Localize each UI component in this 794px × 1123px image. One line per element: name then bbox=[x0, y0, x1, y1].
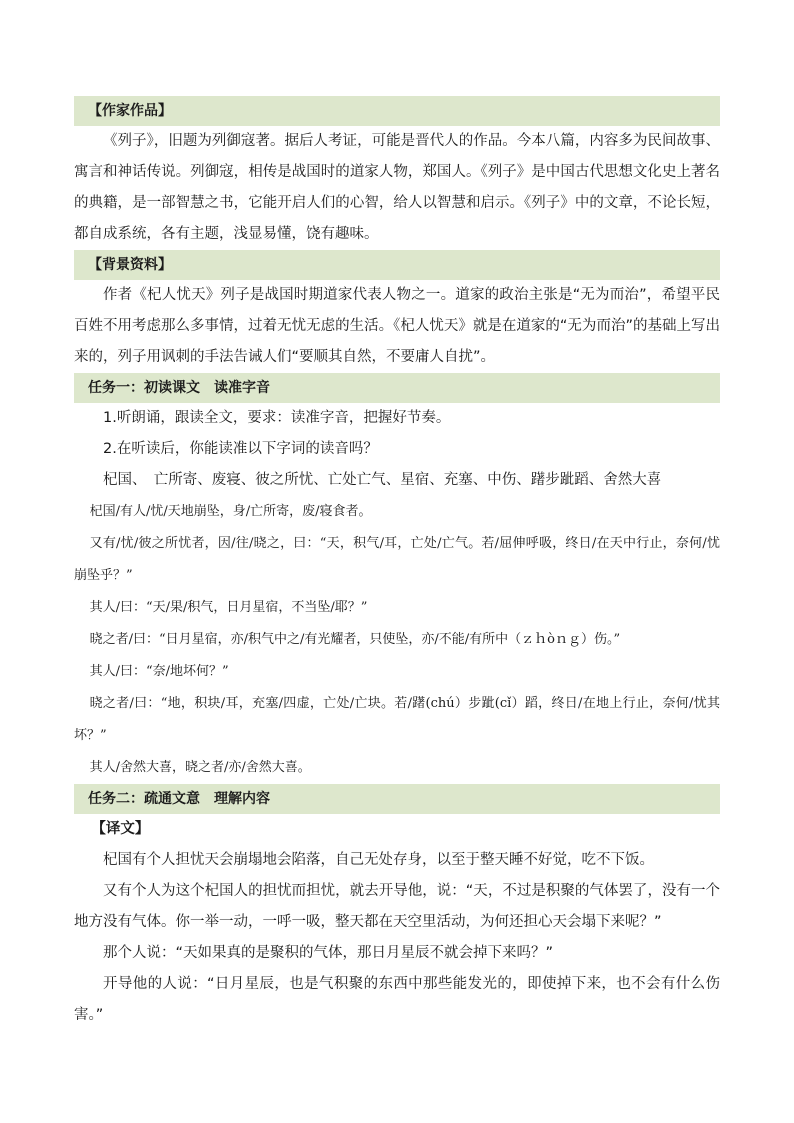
section-heading-author: 【作家作品】 bbox=[74, 96, 720, 126]
reading-line-2: 又有/忧/彼之所忧者，因/往/晓之，曰：“天，积气/耳，亡处/亡气。若/屈伸呼吸，终日/在天中行止，奈何/忧崩坠乎？” bbox=[74, 536, 720, 583]
reading-line-3: 其人/曰：“天/果/积气，日月星宿，不当坠/耶？” bbox=[89, 600, 368, 615]
reading-line-5: 其人/曰：“奈/地坏何？” bbox=[89, 664, 229, 679]
reading-line-7: 其人/舍然大喜，晓之者/亦/舍然大喜。 bbox=[89, 760, 311, 775]
translation-label: 【译文】 bbox=[91, 821, 150, 837]
section-heading-task1: 任务一：初读课文 读准字音 bbox=[74, 373, 720, 403]
section-heading-background: 【背景资料】 bbox=[74, 250, 720, 280]
section-heading-task2: 任务二：疏通文意 理解内容 bbox=[74, 784, 720, 814]
task1-item2: 2.在听读后，你能读准以下字词的读音吗？ bbox=[103, 441, 378, 457]
task1-item1: 1.听朗诵，跟读全文，要求：读准字音，把握好节奏。 bbox=[103, 410, 451, 426]
document-content bbox=[74, 96, 720, 1031]
translation-paragraph-4: 开导他的人说：“日月星辰，也是气积聚的东西中那些能发光的，即使掉下来，也不会有什么伤害。” bbox=[74, 976, 720, 1023]
reading-line-4: 晓之者/曰：“日月星宿，亦/积气中之/有光耀者，只使坠，亦/不能/有所中（ｚｈòｎｇ）伤。” bbox=[89, 632, 621, 647]
background-paragraph: 作者《杞人忧天》列子是战国时期道家代表人物之一。道家的政治主张是“无为而治”，希望平民百姓不用考虑那么多事情，过着无忧无虑的生活。《杞人忧天》就是在道家的“无为而治”的基础上写出来的，列子用讽刺的手法告诫人们“要顺其自然，不要庸人自扰”。 bbox=[74, 287, 720, 365]
task1-words: 杞国、 亡所寄、废寝、彼之所忧、亡处亡气、星宿、充塞、中伤、躇步跐蹈、舍然大喜 bbox=[103, 472, 662, 488]
author-paragraph: 《列子》，旧题为列御寇著。据后人考证，可能是晋代人的作品。今本八篇，内容多为民间故事、寓言和神话传说。列御寇，相传是战国时的道家人物，郑国人。《列子》是中国古代思想文化史上著名的典籍，是一部智慧之书，它能开启人们的心智，给人以智慧和启示。《列子》中的文章，不论长短，都自成系统，各有主题，浅显易懂，饶有趣味。 bbox=[74, 133, 720, 242]
translation-paragraph-1: 杞国有个人担忧天会崩塌地会陷落，自己无处存身，以至于整天睡不好觉，吃不下饭。 bbox=[103, 852, 654, 868]
reading-line-6: 晓之者/曰：“地，积块/耳，充塞/四虚，亡处/亡块。若/躇(chú）步跐(cǐ）蹈，终日/在地上行止，奈何/忧其坏？” bbox=[74, 696, 720, 743]
translation-paragraph-3: 那个人说：“天如果真的是聚积的气体，那日月星辰不就会掉下来吗？” bbox=[103, 945, 554, 961]
reading-line-1: 杞国/有人/忧/天地崩坠，身/亡所寄，废/寝食者。 bbox=[89, 504, 372, 519]
translation-paragraph-2: 又有个人为这个杞国人的担忧而担忧，就去开导他，说：“天，不过是积聚的气体罢了，没有一个地方没有气体。你一举一动，一呼一吸，整天都在天空里活动，为何还担心天会塌下来呢？” bbox=[74, 883, 720, 930]
